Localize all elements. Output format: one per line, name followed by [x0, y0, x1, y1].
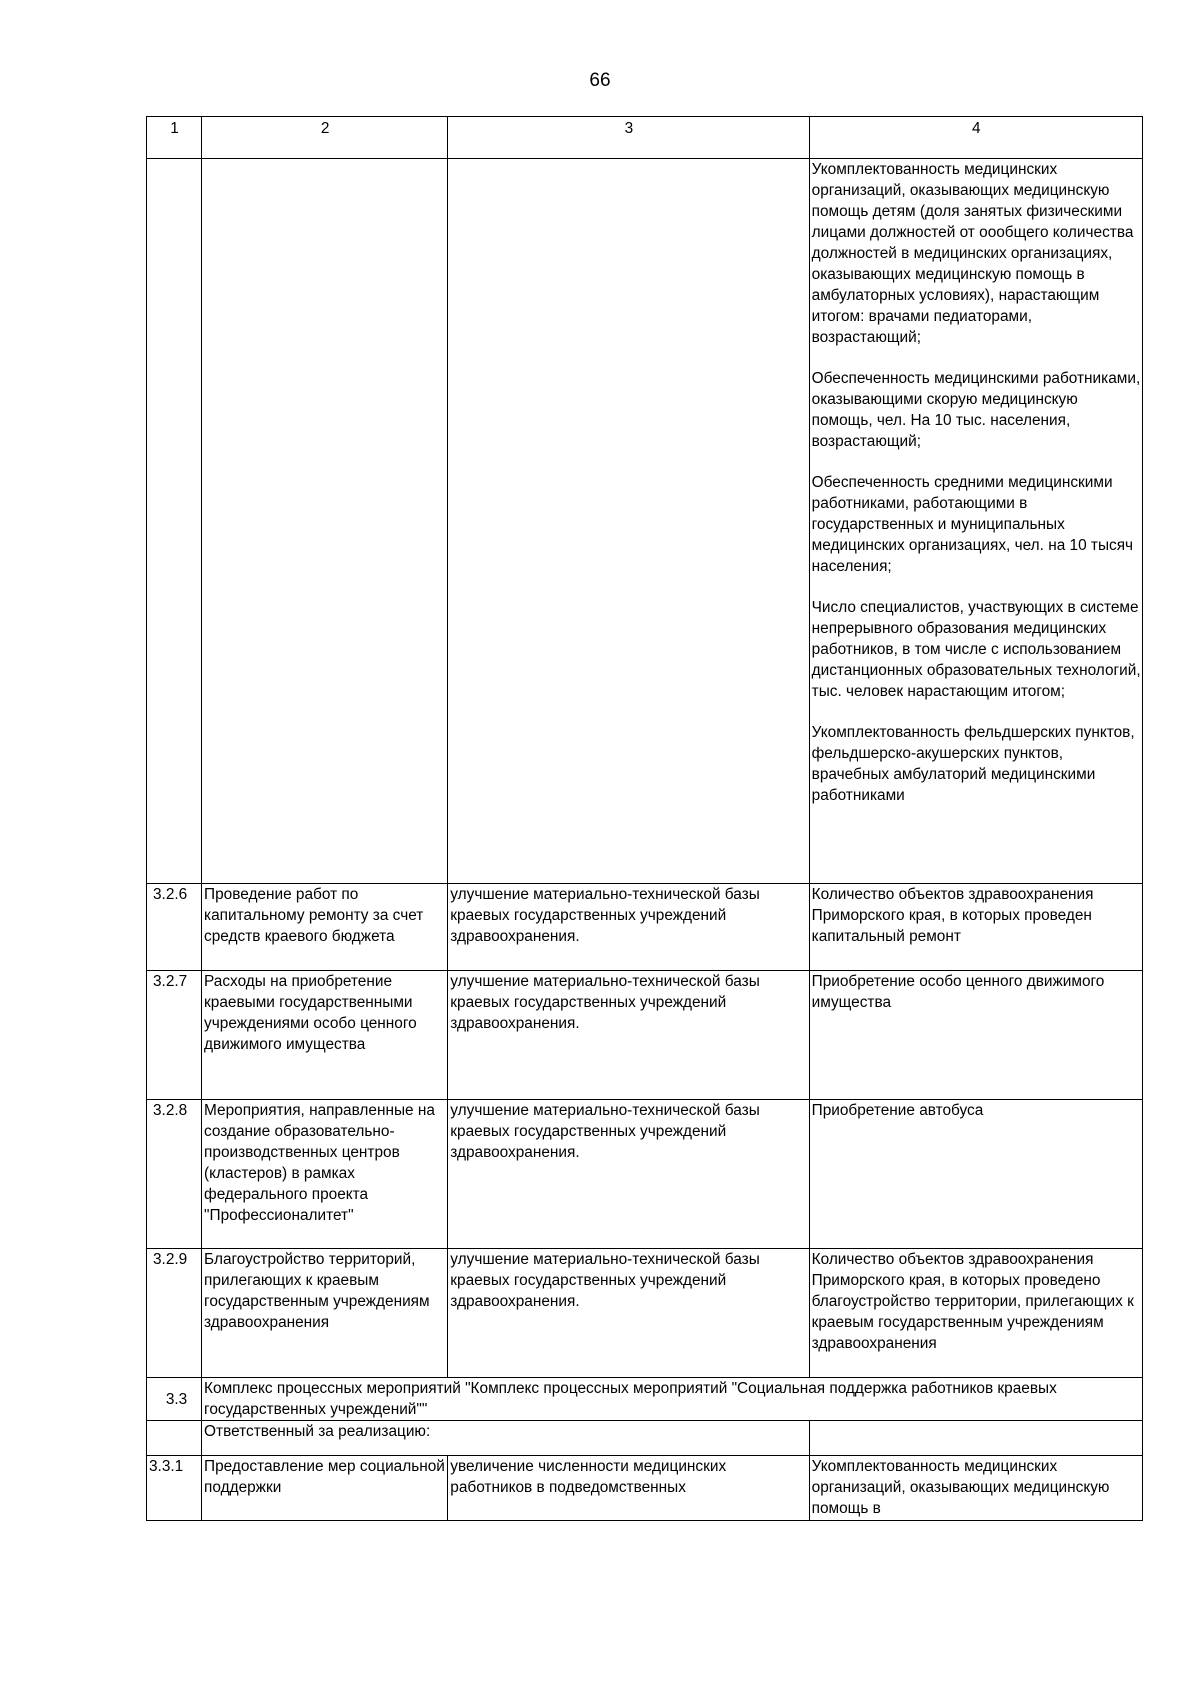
- indicator-paragraph: Обеспеченность медицинскими работниками, оказывающими скорую медицинскую помощь, чел. На 10 тыс. населения, возрастающий;: [811, 370, 1141, 450]
- section-number: 3.3: [147, 1378, 202, 1421]
- section-row: [147, 1378, 1143, 1421]
- section-title: Комплекс процессных мероприятий "Комплекс процессных мероприятий "Социальная поддержка работников краевых государственных учреждений"": [202, 1378, 1143, 1421]
- header-col-3: 3: [448, 117, 809, 159]
- table-row-continuation: [147, 159, 1143, 884]
- indicators-cell: [809, 159, 1142, 884]
- measure-result: улучшение материально-технической базы краевых государственных учреждений здравоохранения.: [448, 971, 809, 1100]
- measure-indicator: Укомплектованность медицинских организаций, оказывающих медицинскую помощь в: [809, 1456, 1142, 1521]
- indicator-paragraph: Число специалистов, участвующих в системе непрерывного образования медицинских работников, в том числе с использованием дистанционных образовательных технологий, тыс. человек нарастающим итогом;: [811, 599, 1141, 700]
- measure-name: Мероприятия, направленные на создание образовательно-производственных центров (кластеров) в рамках федерального проекта "Профессионалитет": [202, 1100, 448, 1249]
- measure-result: улучшение материально-технической базы краевых государственных учреждений здравоохранения.: [448, 884, 809, 971]
- header-col-2: 2: [202, 117, 448, 159]
- page-number: 66: [589, 70, 611, 91]
- header-col-4: 4: [809, 117, 1142, 159]
- responsible-row: [147, 1421, 1143, 1456]
- table-row: [147, 1100, 1143, 1249]
- measure-name: Проведение работ по капитальному ремонту за счет средств краевого бюджета: [202, 884, 448, 971]
- measure-indicator: Количество объектов здравоохранения Приморского края, в которых проведен капитальный ремонт: [809, 884, 1142, 971]
- responsible-label: Ответственный за реализацию:: [202, 1421, 810, 1456]
- measure-indicator: Приобретение автобуса: [809, 1100, 1142, 1249]
- row-number: 3.2.7: [147, 971, 202, 1100]
- measure-result: увеличение численности медицинских работников в подведомственных: [448, 1456, 809, 1521]
- indicator-paragraph: Укомплектованность медицинских организаций, оказывающих медицинскую помощь детям (доля занятых физическими лицами должностей от оообщего количества должностей в медицинских организациях, оказывающих медицинскую помощь в амбулаторных условиях), нарастающим итогом: врачами педиаторами, возрастающий;: [811, 161, 1134, 346]
- row-number: 3.3.1: [147, 1456, 202, 1521]
- indicator-paragraph: Укомплектованность фельдшерских пунктов, фельдшерско-акушерских пунктов, врачебных амбулаторий медицинскими работниками: [811, 724, 1135, 804]
- table-row: [147, 884, 1143, 971]
- measure-result: улучшение материально-технической базы краевых государственных учреждений здравоохранения.: [448, 1249, 809, 1378]
- table-row: [147, 971, 1143, 1100]
- row-number: 3.2.8: [147, 1100, 202, 1249]
- measure-name: Расходы на приобретение краевыми государственными учреждениями особо ценного движимого имущества: [202, 971, 448, 1100]
- measure-result: улучшение материально-технической базы краевых государственных учреждений здравоохранения.: [448, 1100, 809, 1249]
- table-row: [147, 1456, 1143, 1521]
- table-row: [147, 1249, 1143, 1378]
- row-number: 3.2.9: [147, 1249, 202, 1378]
- measure-indicator: Количество объектов здравоохранения Приморского края, в которых проведено благоустройство территории, прилегающих к краевым государственным учреждениям здравоохранения: [809, 1249, 1142, 1378]
- indicator-paragraph: Обеспеченность средними медицинскими работниками, работающими в государственных и муниципальных медицинских организациях, чел. на 10 тысяч населения;: [811, 474, 1134, 575]
- measure-indicator: Приобретение особо ценного движимого имущества: [809, 971, 1142, 1100]
- table-header-row: [147, 117, 1143, 159]
- header-col-1: 1: [147, 117, 202, 159]
- measure-name: Предоставление мер социальной поддержки: [202, 1456, 448, 1521]
- row-number: 3.2.6: [147, 884, 202, 971]
- measures-table: [146, 116, 1143, 1521]
- measure-name: Благоустройство территорий, прилегающих к краевым государственным учреждениям здравоохранения: [202, 1249, 448, 1378]
